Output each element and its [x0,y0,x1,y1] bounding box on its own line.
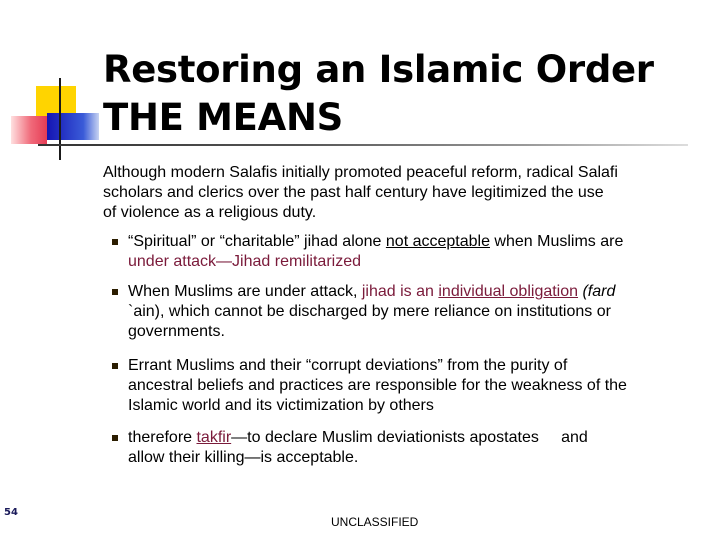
classification-footer: UNCLASSIFIED [331,515,419,529]
bullet-1-line-2: under attack—Jihad remilitarized [128,253,361,270]
slide-number: 54 [4,507,18,518]
bullet-2-underlined-phrase: individual obligation [438,283,579,300]
bullet-1-line-1 [128,232,697,252]
bullet-4-line-1 [128,428,697,448]
bullet-1-underlined-phrase: not acceptable [385,233,490,250]
bullet-marker-icon [112,239,118,245]
bullet-item [112,232,697,272]
bullet-1-text-b: when Muslims are [489,233,624,250]
bullet-marker-icon [112,363,118,369]
bullet-3-line-2: ancestral beliefs and practices are responsible for the weakness of the [128,377,627,394]
decor-vertical-line [59,78,61,160]
bullet-3-line-1: Errant Muslims and their “corrupt deviations” from the purity of [128,357,568,374]
intro-paragraph [103,163,720,223]
bullet-4-underlined-term: takfir [196,429,232,446]
bullet-2-highlight: jihad is an [361,283,439,300]
intro-line-3: of violence as a religious duty. [103,204,317,221]
bullet-marker-icon [112,435,118,441]
slide-title-line-1: Restoring an Islamic Order [103,48,654,91]
bullet-list [112,232,697,468]
bullet-4-text-b: —to declare Muslim deviationists apostates and [231,429,588,446]
bullet-item [112,282,697,342]
bullet-marker-icon [112,289,118,295]
title-underline-rule [38,144,688,146]
bullet-2-line-2-text: `ain), which cannot be discharged by mere reliance on institutions or [128,303,611,320]
bullet-item [112,356,697,416]
bullet-4-line-2: allow their killing—is acceptable. [128,449,359,466]
bullet-item [112,428,697,468]
bullet-2-text-a: When Muslims are under attack, [128,283,362,300]
bullet-2-line-1 [128,282,697,302]
intro-line-2: scholars and clerics over the past half century have legitimized the use [103,184,604,201]
bullet-2-line-2 [128,302,697,322]
bullet-2-text-b: (fard [578,283,616,300]
bullet-4-text-a: therefore [128,429,197,446]
bullet-1-text-a: “Spiritual” or “charitable” jihad alone [128,233,386,250]
slide-title [103,46,654,142]
decor-red-square [11,116,47,144]
decor-blue-square [47,113,99,140]
bullet-3-line-3: Islamic world and its victimization by others [128,397,434,414]
bullet-2-line-3: governments. [128,323,225,340]
intro-line-1: Although modern Salafis initially promoted peaceful reform, radical Salafi [103,164,618,181]
slide-title-line-2: THE MEANS [103,96,344,139]
